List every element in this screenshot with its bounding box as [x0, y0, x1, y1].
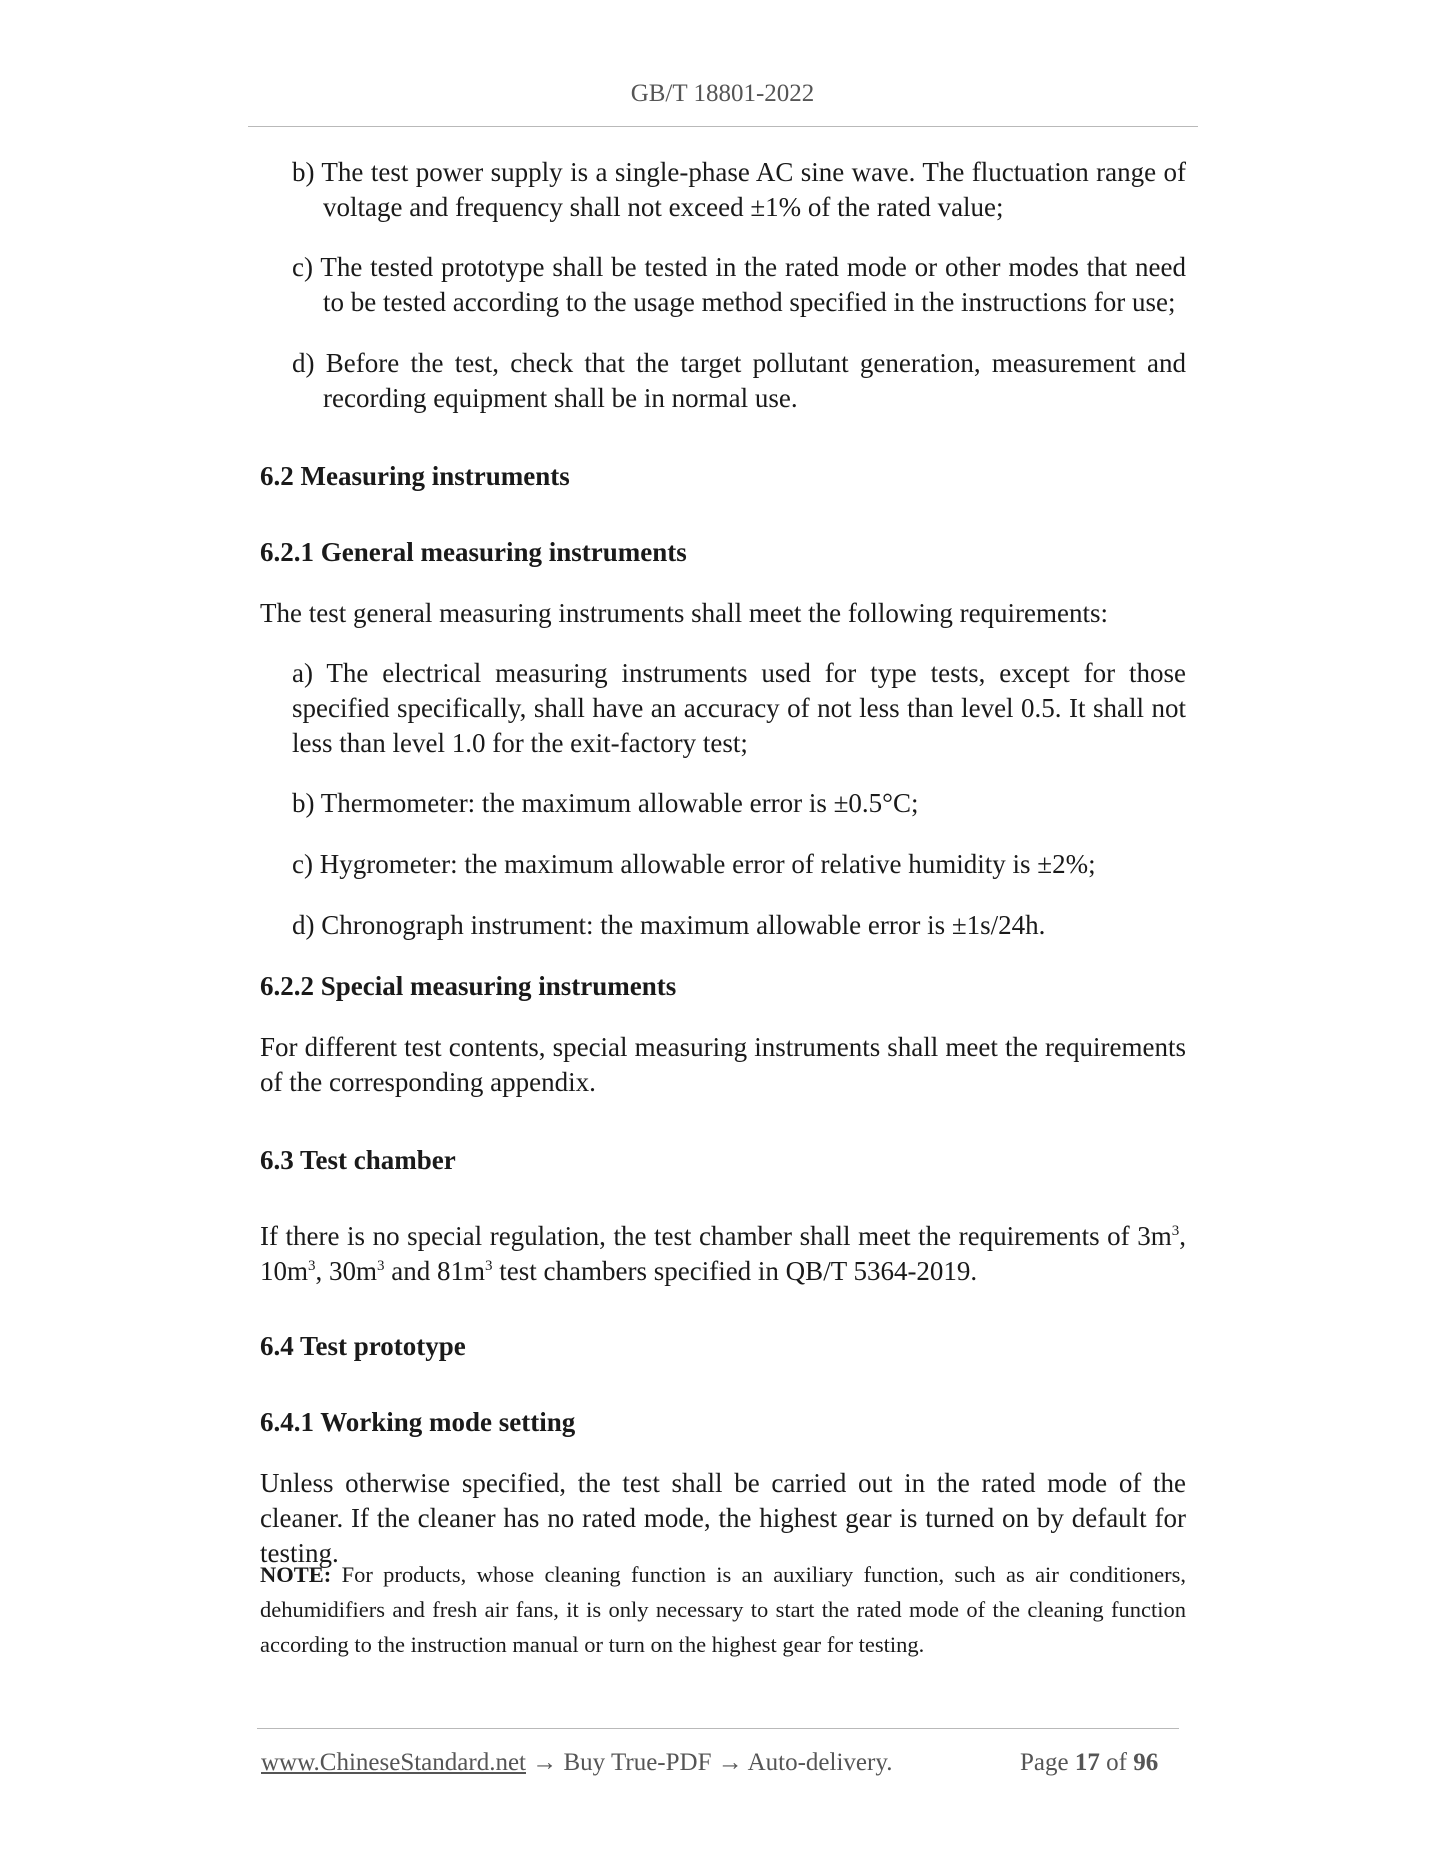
header-divider	[248, 126, 1198, 127]
page-header-title: GB/T 18801-2022	[630, 80, 815, 107]
page-total: 96	[1133, 1749, 1159, 1776]
list-item-electrical: a) The electrical measuring instruments used for type tests, except for those specified specifically, shall have an accuracy of not less than level 0.5. It shall not less than level 1.0 for the exit-factory test;	[292, 658, 1186, 758]
paragraph-6-4-1: Unless otherwise specified, the test shall be carried out in the rated mode of the cleaner. If the cleaner has no rated mode, the highest gear is turned on by default for testing.	[260, 1468, 1186, 1568]
footer-left	[261, 1748, 892, 1778]
text-run: and 81m	[384, 1256, 486, 1286]
text-run: , 30m	[315, 1256, 378, 1286]
list-item-chronograph: d) Chronograph instrument: the maximum allowable error is ±1s/24h.	[292, 910, 1046, 940]
section-heading-6-2: 6.2 Measuring instruments	[260, 461, 570, 491]
text-run: , 10m	[260, 1221, 1186, 1286]
page-label: Page	[1020, 1749, 1069, 1776]
paragraph-6-2-1: The test general measuring instruments shall meet the following requirements:	[260, 598, 1109, 628]
note-block	[260, 1557, 1186, 1662]
paragraph-6-3	[260, 1219, 1186, 1289]
footer-website-link[interactable]: www.ChineseStandard.net	[261, 1749, 526, 1776]
list-item-tested-prototype: c) The tested prototype shall be tested in the rated mode or other modes that need to be tested according to the usage method specified in the instructions for use;	[292, 252, 1186, 317]
text-run: test chambers specified in QB/T 5364-2019.	[492, 1256, 978, 1286]
list-item-before-test: d) Before the test, check that the target pollutant generation, measurement and recording equipment shall be in normal use.	[292, 348, 1186, 413]
section-heading-6-4-1: 6.4.1 Working mode setting	[260, 1407, 576, 1437]
superscript: 3	[377, 1258, 385, 1274]
section-heading-6-2-2: 6.2.2 Special measuring instruments	[260, 971, 677, 1001]
list-item-power-supply: b) The test power supply is a single-phase AC sine wave. The fluctuation range of voltage and frequency shall not exceed ±1% of the rated value;	[292, 157, 1186, 222]
superscript: 3	[485, 1258, 493, 1274]
section-heading-6-2-1: 6.2.1 General measuring instruments	[260, 537, 687, 567]
list-item-hygrometer: c) Hygrometer: the maximum allowable error of relative humidity is ±2%;	[292, 849, 1096, 879]
note-label: NOTE:	[260, 1562, 332, 1587]
page-number	[1020, 1748, 1158, 1778]
page-current: 17	[1074, 1749, 1100, 1776]
superscript: 3	[308, 1258, 316, 1274]
footer-promo-text: → Buy True-PDF → Auto-delivery.	[526, 1749, 893, 1776]
of-label: of	[1106, 1749, 1127, 1776]
note-text: For products, whose cleaning function is an auxiliary function, such as air conditioners, dehumidifiers and fresh air fans, it is only necessary to start the rated mode of the cleaning function according to the instruction manual or turn on the highest gear for testing.	[260, 1562, 1186, 1657]
paragraph-6-2-2: For different test contents, special measuring instruments shall meet the requirements of the corresponding appendix.	[260, 1032, 1186, 1097]
section-heading-6-3: 6.3 Test chamber	[260, 1145, 456, 1175]
section-heading-6-4: 6.4 Test prototype	[260, 1331, 466, 1361]
footer-divider	[257, 1728, 1179, 1729]
text-run: If there is no special regulation, the test chamber shall meet the requirements of 3m	[260, 1221, 1172, 1251]
superscript: 3	[1171, 1223, 1180, 1239]
list-item-thermometer: b) Thermometer: the maximum allowable error is ±0.5°C;	[292, 788, 919, 818]
